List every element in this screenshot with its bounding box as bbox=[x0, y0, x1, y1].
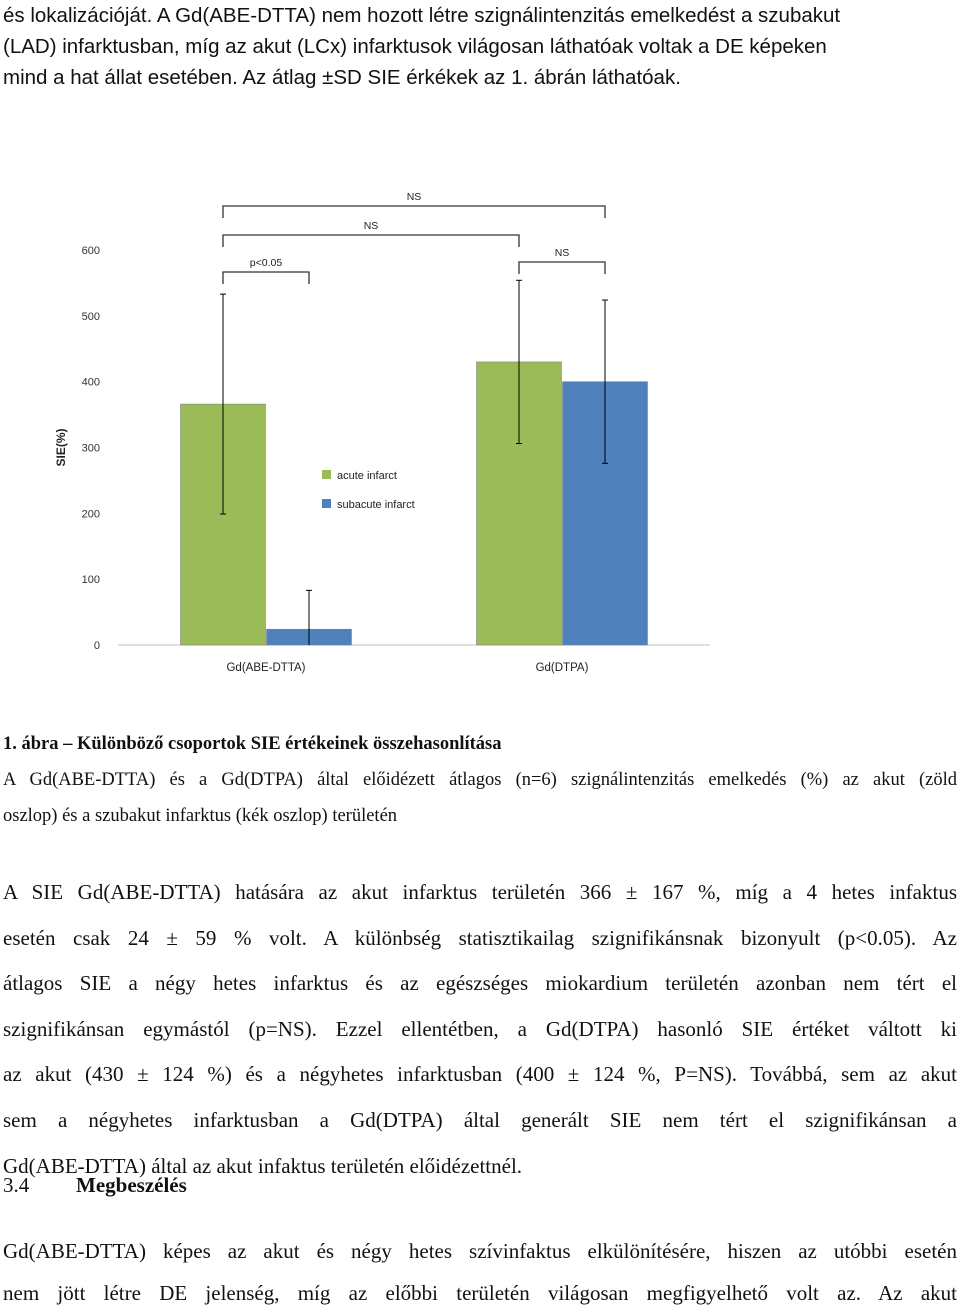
results-paragraph bbox=[3, 870, 957, 1189]
intro-paragraph bbox=[3, 0, 957, 93]
legend-label: subacute infarct bbox=[337, 499, 415, 511]
section-heading bbox=[3, 1170, 957, 1200]
x-tick-label: Gd(ABE-DTTA) bbox=[226, 662, 306, 674]
results-line: átlagos SIE a négy hetes infarktus és az egészséges miokardium területén azonban nem tért el bbox=[3, 971, 957, 996]
legend-label: acute infarct bbox=[337, 470, 397, 482]
results-line: az akut (430 ± 124 %) és a négyhetes infarktusban (400 ± 124 %, P=NS). Továbbá, sem az akut bbox=[3, 1062, 957, 1087]
legend-swatch bbox=[322, 499, 331, 508]
y-tick-label: 600 bbox=[81, 245, 100, 257]
bracket-all bbox=[223, 206, 605, 218]
caption-line: A Gd(ABE-DTTA) és a Gd(DTPA) által előidézett átlagos (n=6) szignálintenzitás emelkedés (%) az akut (zöld bbox=[3, 770, 957, 790]
bracket-abe-label: p<0.05 bbox=[249, 257, 283, 269]
sie-bar-chart bbox=[40, 180, 730, 680]
y-tick-label: 200 bbox=[81, 508, 100, 521]
discussion-line: nem jött létre DE jelenség, míg az előbbi területén világosan megfigyelhető volt az. Az akut bbox=[3, 1281, 957, 1305]
figure-caption bbox=[3, 726, 957, 834]
bracket-abe bbox=[223, 272, 309, 284]
bracket-dtpa bbox=[519, 262, 605, 274]
bracket-acute-label: NS bbox=[363, 220, 379, 232]
intro-line: és lokalizációját. A Gd(ABE-DTTA) nem hozott létre szignálintenzitás emelkedést a szubakut bbox=[3, 4, 841, 27]
results-line: szignifikánsan egymástól (p=NS). Ezzel ellentétben, a Gd(DTPA) hasonló SIE értéket váltott ki bbox=[3, 1016, 957, 1041]
bracket-all-label: NS bbox=[406, 191, 422, 203]
results-line: A SIE Gd(ABE-DTTA) hatására az akut infarktus területén 366 ± 167 %, míg a 4 hetes infaktus bbox=[3, 880, 957, 904]
results-line: esetén csak 24 ± 59 % volt. A különbség statisztikailag szignifikánsnak bizonyult (p<0.05). Az bbox=[3, 925, 957, 950]
y-tick-label: 0 bbox=[93, 640, 100, 652]
y-tick-label: 100 bbox=[81, 574, 100, 587]
results-line: sem a négyhetes infarktusban a Gd(DTPA) által generált SIE nem tért el szignifikánsan a bbox=[3, 1107, 957, 1132]
caption-line: oszlop) és a szubakut infarktus (kék oszlop) területén bbox=[3, 806, 398, 826]
results-line: Gd(ABE-DTTA) által az akut infaktus területén előidézettnél. bbox=[3, 1153, 523, 1178]
bracket-dtpa-label: NS bbox=[554, 247, 570, 259]
intro-line: (LAD) infarktusban, míg az akut (LCx) infarktusok világosan láthatóak voltak a DE képeken bbox=[3, 35, 827, 58]
legend-swatch bbox=[322, 470, 331, 479]
y-tick-label: 400 bbox=[81, 376, 100, 389]
discussion-line: Gd(ABE-DTTA) képes az akut és négy hetes szívinfaktus elkülönítésére, hiszen az utóbbi esetén bbox=[3, 1239, 957, 1263]
y-axis-label: SIE(%) bbox=[54, 428, 68, 467]
x-tick-label: Gd(DTPA) bbox=[535, 662, 589, 674]
section-title: Megbeszélés bbox=[76, 1173, 187, 1197]
figure-caption-title: 1. ábra – Különböző csoportok SIE értékeinek összehasonlítása bbox=[3, 734, 502, 754]
bracket-acute bbox=[223, 235, 519, 247]
y-tick-label: 500 bbox=[81, 310, 100, 323]
section-number: 3.4 bbox=[3, 1173, 30, 1197]
y-tick-label: 300 bbox=[81, 442, 100, 455]
intro-line: mind a hat állat esetében. Az átlag ±SD SIE érkékek az 1. ábrán láthatóak. bbox=[3, 66, 681, 89]
discussion-paragraph bbox=[3, 1230, 957, 1314]
